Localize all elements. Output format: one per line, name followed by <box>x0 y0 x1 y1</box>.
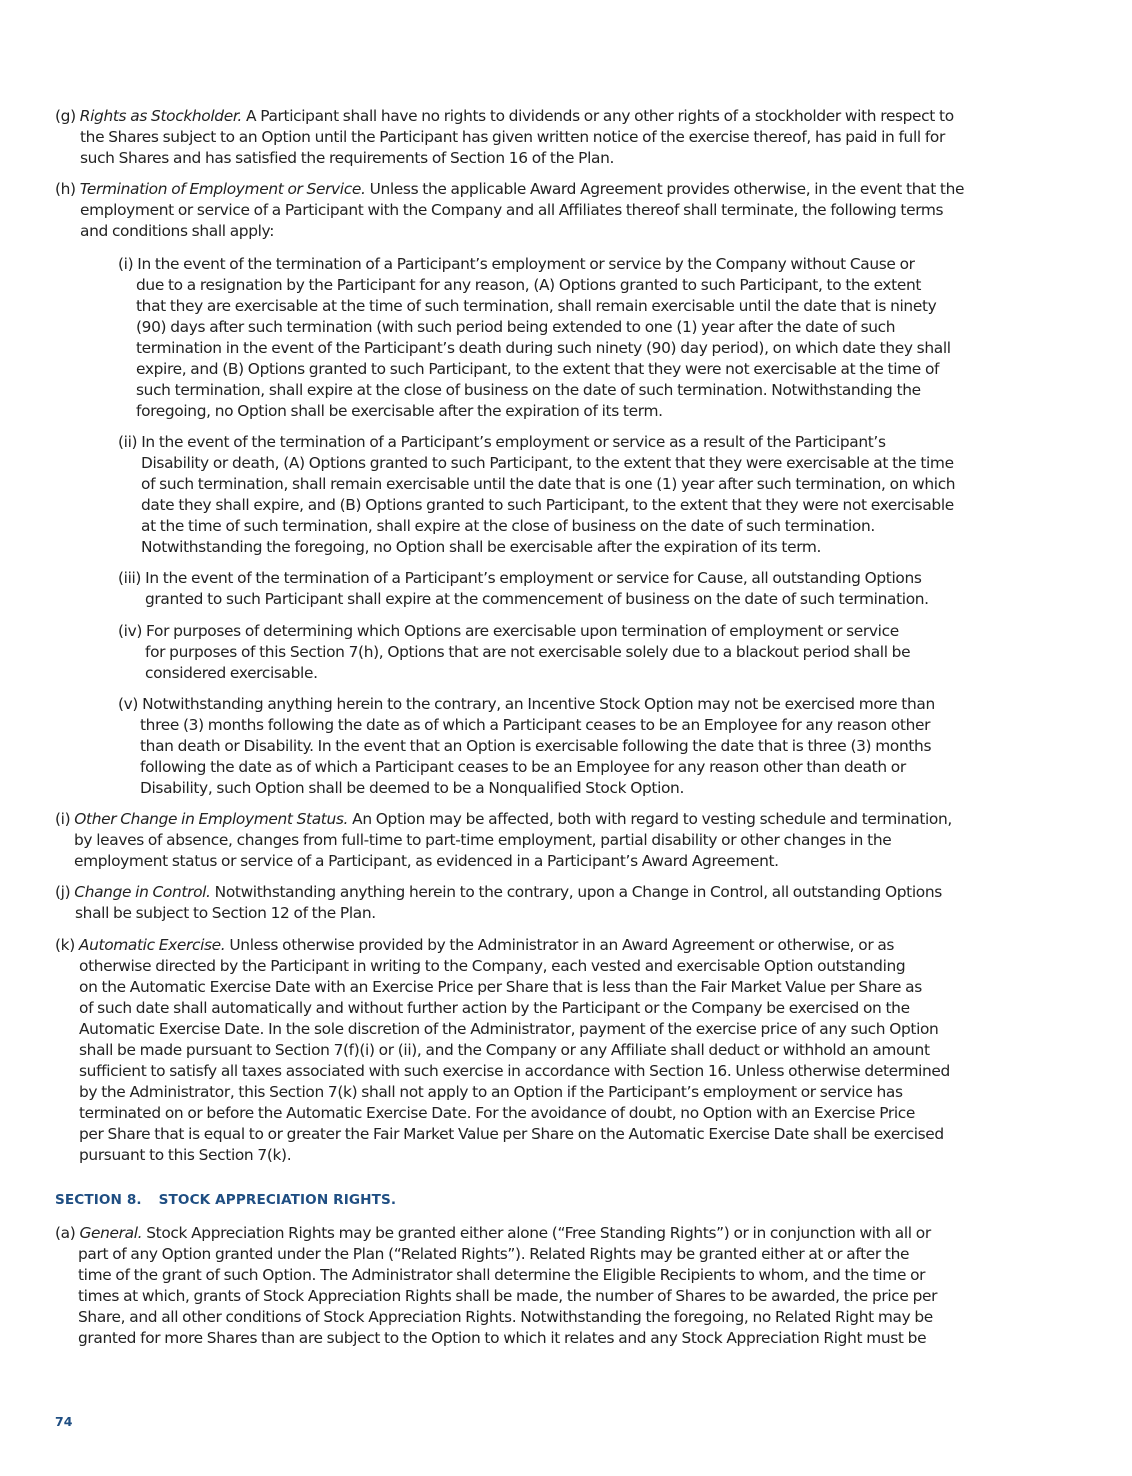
paragraph-line: shall be subject to Section 12 of the Plan. <box>75 904 376 922</box>
paragraph-line: by the Administrator, this Section 7(k) shall not apply to an Option if the Participant’s employment or service has <box>79 1083 903 1101</box>
paragraph-line: for purposes of this Section 7(h), Options that are not exercisable solely due to a blackout period shall be <box>145 643 911 661</box>
paragraph-line <box>118 621 1058 642</box>
paragraph-line: times at which, grants of Stock Appreciation Rights shall be made, the number of Shares to be awarded, the price per <box>78 1287 938 1305</box>
paragraph-text: In the event of the termination of a Participant’s employment or service for Cause, all outstanding Options <box>145 569 922 587</box>
section-number: SECTION 8. <box>55 1192 142 1208</box>
subparagraph-h-i <box>118 254 1058 422</box>
paragraph-line <box>55 179 1055 200</box>
paragraph-line: time of the grant of such Option. The Administrator shall determine the Eligible Recipients to whom, and the time or <box>78 1266 926 1284</box>
paragraph-line <box>118 568 1058 589</box>
paragraph-line: per Share that is equal to or greater the Fair Market Value per Share on the Automatic Exercise Date shall be exercised <box>79 1125 944 1143</box>
paragraph-marker: (a) <box>55 1224 76 1242</box>
paragraph-text: For purposes of determining which Options are exercisable upon termination of employment or service <box>146 622 899 640</box>
paragraph-j <box>55 882 1055 924</box>
paragraph-line <box>118 254 1058 275</box>
paragraph-line: employment status or service of a Participant, as evidenced in a Participant’s Award Agreement. <box>74 852 779 870</box>
paragraph-g <box>55 106 1055 169</box>
paragraph-line: and conditions shall apply: <box>80 222 275 240</box>
paragraph-marker: (iii) <box>118 569 142 587</box>
paragraph-text: Unless otherwise provided by the Administrator in an Award Agreement or otherwise, or as <box>229 936 895 954</box>
paragraph-line: date they shall expire, and (B) Options granted to such Participant, to the extent that they were not exercisable <box>141 496 954 514</box>
subparagraph-h-ii <box>118 432 1058 558</box>
paragraph-marker: (i) <box>55 810 71 828</box>
paragraph-text: Notwithstanding anything herein to the contrary, upon a Change in Control, all outstanding Options <box>214 883 942 901</box>
paragraph-text: Unless the applicable Award Agreement provides otherwise, in the event that the <box>369 180 965 198</box>
paragraph-line: Disability, such Option shall be deemed to be a Nonqualified Stock Option. <box>140 779 685 797</box>
paragraph-marker: (i) <box>118 255 134 273</box>
paragraph-text: In the event of the termination of a Participant’s employment or service by the Company without Cause or <box>137 255 915 273</box>
paragraph-h <box>55 179 1055 242</box>
paragraph-line: shall be made pursuant to Section 7(f)(i) or (ii), and the Company or any Affiliate shall deduct or withhold an amount <box>79 1041 930 1059</box>
paragraph-line: foregoing, no Option shall be exercisable after the expiration of its term. <box>136 402 663 420</box>
paragraph-line: due to a resignation by the Participant for any reason, (A) Options granted to such Participant, to the extent <box>136 276 922 294</box>
paragraph-text: An Option may be affected, both with regard to vesting schedule and termination, <box>352 810 952 828</box>
paragraph-line: at the time of such termination, shall expire at the close of business on the date of such termination. <box>141 517 875 535</box>
paragraph-line: granted for more Shares than are subject to the Option to which it relates and any Stock Appreciation Right must be <box>78 1329 927 1347</box>
paragraph-line <box>118 694 1058 715</box>
paragraph-title: Automatic Exercise. <box>78 936 226 954</box>
paragraph-line: of such date shall automatically and without further action by the Participant or the Company be exercised on the <box>79 999 910 1017</box>
paragraph-line <box>55 106 1055 127</box>
paragraph-marker: (ii) <box>118 433 138 451</box>
paragraph-line: following the date as of which a Participant ceases to be an Employee for any reason other than death or <box>140 758 906 776</box>
paragraph-marker: (k) <box>55 936 75 954</box>
paragraph-text: A Participant shall have no rights to dividends or any other rights of a stockholder with respect to <box>246 107 954 125</box>
paragraph-title: Other Change in Employment Status. <box>74 810 349 828</box>
paragraph-marker: (h) <box>55 180 76 198</box>
paragraph-title: Termination of Employment or Service. <box>79 180 366 198</box>
paragraph-marker: (v) <box>118 695 139 713</box>
paragraph-line: such Shares and has satisfied the requirements of Section 16 of the Plan. <box>80 149 615 167</box>
paragraph-line: part of any Option granted under the Plan (“Related Rights”). Related Rights may be granted either at or after the <box>78 1245 910 1263</box>
paragraph-line <box>55 882 1055 903</box>
paragraph-line: the Shares subject to an Option until the Participant has given written notice of the exercise thereof, has paid in full for <box>80 128 945 146</box>
paragraph-8a <box>55 1223 1055 1349</box>
paragraph-marker: (iv) <box>118 622 142 640</box>
paragraph-line: pursuant to this Section 7(k). <box>79 1146 292 1164</box>
paragraph-line: on the Automatic Exercise Date with an Exercise Price per Share that is less than the Fair Market Value per Share as <box>79 978 922 996</box>
paragraph-marker: (j) <box>55 883 71 901</box>
paragraph-line <box>118 432 1058 453</box>
paragraph-line: terminated on or before the Automatic Exercise Date. For the avoidance of doubt, no Option with an Exercise Price <box>79 1104 916 1122</box>
subparagraph-h-iv <box>118 621 1058 684</box>
paragraph-line: Notwithstanding the foregoing, no Option shall be exercisable after the expiration of its term. <box>141 538 822 556</box>
paragraph-line: termination in the event of the Participant’s death during such ninety (90) day period), on which date they shall <box>136 339 951 357</box>
subparagraph-h-iii <box>118 568 1058 610</box>
paragraph-line: three (3) months following the date as of which a Participant ceases to be an Employee for any reason other <box>140 716 931 734</box>
paragraph-text: Notwithstanding anything herein to the contrary, an Incentive Stock Option may not be exercised more than <box>142 695 935 713</box>
paragraph-i <box>55 809 1055 872</box>
paragraph-line: granted to such Participant shall expire at the commencement of business on the date of such termination. <box>145 590 929 608</box>
section-heading <box>55 1192 396 1208</box>
paragraph-line: such termination, shall expire at the close of business on the date of such termination. Notwithstanding the <box>136 381 921 399</box>
paragraph-line <box>55 809 1055 830</box>
subparagraph-h-v <box>118 694 1058 799</box>
paragraph-line: Disability or death, (A) Options granted to such Participant, to the extent that they were exercisable at the time <box>141 454 954 472</box>
paragraph-line: than death or Disability. In the event that an Option is exercisable following the date that is three (3) months <box>140 737 932 755</box>
page-number: 74 <box>55 1414 73 1429</box>
paragraph-marker: (g) <box>55 107 76 125</box>
paragraph-k <box>55 935 1055 1166</box>
paragraph-title: General. <box>79 1224 143 1242</box>
paragraph-line: considered exercisable. <box>145 664 318 682</box>
paragraph-line: expire, and (B) Options granted to such Participant, to the extent that they were not exercisable at the time of <box>136 360 940 378</box>
paragraph-line: Share, and all other conditions of Stock Appreciation Rights. Notwithstanding the foregoing, no Related Right may be <box>78 1308 933 1326</box>
paragraph-line <box>55 1223 1055 1244</box>
paragraph-line: of such termination, shall remain exercisable until the date that is one (1) year after such termination, on which <box>141 475 956 493</box>
paragraph-text: In the event of the termination of a Participant’s employment or service as a result of the Participant’s <box>141 433 886 451</box>
paragraph-line: Automatic Exercise Date. In the sole discretion of the Administrator, payment of the exercise price of any such Option <box>79 1020 939 1038</box>
paragraph-line: sufficient to satisfy all taxes associated with such exercise in accordance with Section 16. Unless otherwise determined <box>79 1062 950 1080</box>
paragraph-line: by leaves of absence, changes from full-time to part-time employment, partial disability or other changes in the <box>74 831 892 849</box>
paragraph-line: that they are exercisable at the time of such termination, shall remain exercisable until the date that is ninety <box>136 297 937 315</box>
paragraph-line: employment or service of a Participant with the Company and all Affiliates thereof shall terminate, the following terms <box>80 201 944 219</box>
paragraph-text: Stock Appreciation Rights may be granted either alone (“Free Standing Rights”) or in conjunction with all or <box>146 1224 931 1242</box>
paragraph-title: Change in Control. <box>74 883 211 901</box>
paragraph-line <box>55 935 1055 956</box>
section-title: STOCK APPRECIATION RIGHTS. <box>158 1192 397 1208</box>
paragraph-line: otherwise directed by the Participant in writing to the Company, each vested and exercisable Option outstanding <box>79 957 906 975</box>
paragraph-title: Rights as Stockholder. <box>79 107 242 125</box>
paragraph-line: (90) days after such termination (with such period being extended to one (1) year after the date of such <box>136 318 896 336</box>
